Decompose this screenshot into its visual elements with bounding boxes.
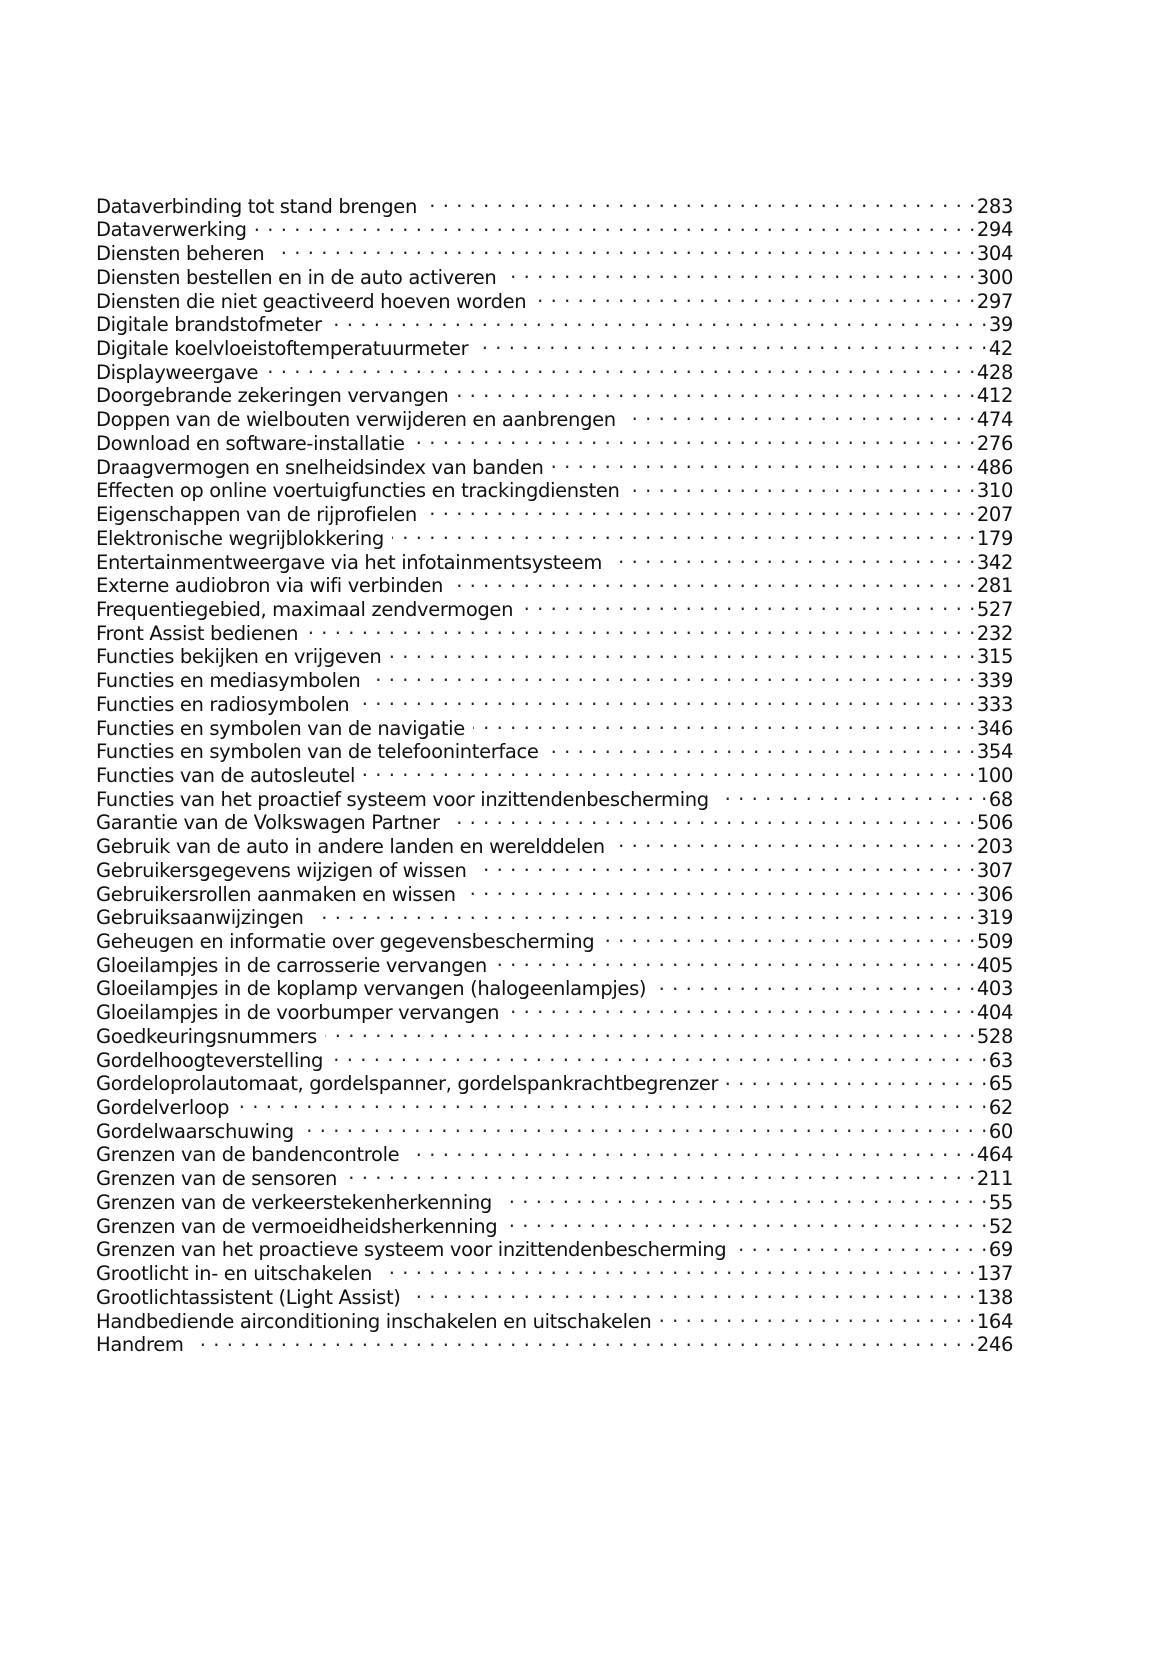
- entry-page-number: 39: [988, 313, 1013, 337]
- entry-page-number: 304: [976, 242, 1013, 266]
- entry-term: Diensten beheren: [96, 242, 265, 266]
- entry-term: Diensten die niet geactiveerd hoeven worden: [96, 289, 527, 313]
- entry-term: Gebruikersgegevens wijzigen of wissen: [96, 858, 467, 882]
- entry-term: Functies bekijken en vrijgeven: [96, 645, 382, 669]
- dot-leader: [475, 853, 976, 877]
- dot-leader: [392, 521, 976, 545]
- dot-leader: [495, 948, 976, 972]
- entry-term: Gordelverloop: [96, 1096, 230, 1120]
- entry-page-number: 276: [976, 431, 1013, 455]
- entry-page-number: 294: [976, 218, 1013, 242]
- dot-leader: [409, 1280, 976, 1304]
- dot-leader: [734, 1233, 988, 1257]
- entry-term: Functies en symbolen van de navigatie: [96, 716, 465, 740]
- entry-page-number: 354: [976, 740, 1013, 764]
- dot-leader: [331, 1043, 988, 1067]
- dot-leader: [389, 640, 975, 664]
- entry-term: Functies van het proactief systeem voor inzittendenbescherming: [96, 787, 709, 811]
- entry-term: Grootlichtassistent (Light Assist): [96, 1285, 401, 1309]
- entry-term: Handrem: [96, 1333, 184, 1357]
- dot-leader: [613, 829, 976, 853]
- dot-leader: [191, 1328, 975, 1352]
- entry-page-number: 464: [976, 1143, 1013, 1167]
- dot-leader: [255, 213, 976, 237]
- entry-page-number: 137: [976, 1262, 1013, 1286]
- dot-leader: [624, 402, 976, 426]
- entry-term: Front Assist bedienen: [96, 621, 299, 645]
- entry-page-number: 404: [976, 1001, 1013, 1025]
- entry-page-number: 428: [976, 360, 1013, 384]
- entry-term: Doppen van de wielbouten verwijderen en aanbrengen: [96, 408, 616, 432]
- dot-leader: [659, 1304, 975, 1328]
- entry-page-number: 310: [976, 479, 1013, 503]
- entry-page-number: 65: [988, 1072, 1013, 1096]
- dot-leader: [628, 474, 976, 498]
- entry-page-number: 319: [976, 906, 1013, 930]
- entry-term: Gebruiksaanwijzingen: [96, 906, 304, 930]
- entry-page-number: 62: [988, 1096, 1013, 1120]
- entry-page-number: 297: [976, 289, 1013, 313]
- entry-page-number: 283: [976, 194, 1013, 218]
- entry-page-number: 281: [976, 574, 1013, 598]
- entry-page-number: 207: [976, 503, 1013, 527]
- entry-term: Grootlicht in- en uitschakelen: [96, 1262, 373, 1286]
- entry-term: Digitale koelvloeistoftemperatuurmeter: [96, 337, 469, 361]
- dot-leader: [451, 569, 976, 593]
- dot-leader: [610, 545, 976, 569]
- entry-term: Gebruik van de auto in andere landen en werelddelen: [96, 835, 605, 859]
- dot-leader: [363, 758, 976, 782]
- entry-page-number: 509: [976, 930, 1013, 953]
- entry-term: Gordeloprolautomaat, gordelspanner, gordelspankrachtbegrenzer: [96, 1072, 719, 1096]
- entry-term: Entertainmentweergave via het infotainmentsysteem: [96, 550, 602, 574]
- dot-leader: [547, 735, 976, 759]
- entry-term: Geheugen en informatie over gegevensbescherming: [96, 930, 595, 953]
- dot-leader: [330, 308, 988, 332]
- entry-page-number: 474: [976, 408, 1013, 432]
- dot-leader: [726, 1067, 988, 1091]
- entry-page-number: 42: [988, 337, 1013, 361]
- entry-term: Gordelwaarschuwing: [96, 1119, 294, 1143]
- dot-leader: [654, 972, 976, 996]
- entry-term: Functies en symbolen van de telefooninterface: [96, 740, 539, 764]
- entry-term: Diensten bestellen en in de auto activeren: [96, 265, 497, 289]
- entry-page-number: 333: [976, 692, 1013, 716]
- entry-term: Functies en mediasymbolen: [96, 669, 361, 693]
- entry-term: Gloeilampjes in de carrosserie vervangen: [96, 953, 487, 977]
- dot-leader: [266, 355, 976, 379]
- dot-leader: [325, 1019, 976, 1043]
- entry-page-number: 527: [976, 597, 1013, 621]
- entry-page-number: 346: [976, 716, 1013, 740]
- dot-leader: [272, 236, 976, 260]
- entry-term: Doorgebrande zekeringen vervangen: [96, 384, 449, 408]
- entry-term: Externe audiobron via wifi verbinden: [96, 574, 444, 598]
- entry-term: Draagvermogen en snelheidsindex van banden: [96, 455, 544, 479]
- entry-term: Goedkeuringsnummers: [96, 1024, 317, 1048]
- dot-leader: [237, 1090, 988, 1114]
- entry-page-number: 339: [976, 669, 1013, 693]
- entry-page-number: 403: [976, 977, 1013, 1001]
- entry-page-number: 60: [988, 1119, 1013, 1143]
- entry-page-number: 69: [988, 1238, 1013, 1262]
- entry-term: Digitale brandstofmeter: [96, 313, 322, 337]
- entry-page-number: 300: [976, 265, 1013, 289]
- entry-term: Grenzen van de sensoren: [96, 1167, 337, 1191]
- entry-page-number: 232: [976, 621, 1013, 645]
- entry-term: Displayweergave: [96, 360, 259, 384]
- entry-term: Gloeilampjes in de koplamp vervangen (halogeenlampjes): [96, 977, 647, 1001]
- entry-page-number: 486: [976, 455, 1013, 479]
- entry-term: Dataverwerking: [96, 218, 247, 242]
- entry-term: Grenzen van de vermoeidheidsherkenning: [96, 1214, 498, 1238]
- entry-page-number: 528: [976, 1024, 1013, 1048]
- index-list: [96, 189, 1013, 1357]
- index-entry: [96, 189, 1013, 218]
- dot-leader: [413, 426, 976, 450]
- dot-leader: [505, 1209, 988, 1233]
- entry-term: Functies van de autosleutel: [96, 763, 356, 787]
- entry-page-number: 307: [976, 858, 1013, 882]
- dot-leader: [507, 995, 976, 1019]
- entry-term: Grenzen van het proactieve systeem voor inzittendenbescherming: [96, 1238, 727, 1262]
- entry-term: Download en software-installatie: [96, 431, 405, 455]
- entry-term: Grenzen van de verkeerstekenherkenning: [96, 1190, 492, 1214]
- dot-leader: [456, 379, 975, 403]
- entry-page-number: 179: [976, 526, 1013, 550]
- entry-term: Handbediende airconditioning inschakelen en uitschakelen: [96, 1309, 652, 1333]
- dot-leader: [380, 1256, 976, 1280]
- entry-page-number: 203: [976, 835, 1013, 859]
- entry-term: Elektronische wegrijblokkering: [96, 526, 384, 550]
- dot-leader: [500, 1185, 988, 1209]
- entry-term: Effecten op online voertuigfuncties en trackingdiensten: [96, 479, 620, 503]
- entry-page-number: 306: [976, 882, 1013, 906]
- entry-term: Eigenschappen van de rijprofielen: [96, 503, 417, 527]
- dot-leader: [357, 687, 976, 711]
- dot-leader: [521, 592, 976, 616]
- index-entry: [96, 1328, 1013, 1357]
- entry-page-number: 68: [988, 787, 1013, 811]
- dot-leader: [425, 497, 976, 521]
- entry-term: Dataverbinding tot stand brengen: [96, 194, 417, 218]
- entry-page-number: 342: [976, 550, 1013, 574]
- dot-leader: [602, 924, 976, 948]
- entry-page-number: 52: [988, 1214, 1013, 1238]
- entry-term: Gordelhoogteverstelling: [96, 1048, 324, 1072]
- entry-term: Garantie van de Volkswagen Partner: [96, 811, 440, 835]
- dot-leader: [345, 1161, 976, 1185]
- entry-page-number: 63: [988, 1048, 1013, 1072]
- entry-page-number: 138: [976, 1285, 1013, 1309]
- dot-leader: [534, 284, 976, 308]
- dot-leader: [717, 782, 988, 806]
- entry-page-number: 164: [976, 1309, 1013, 1333]
- entry-page-number: 315: [976, 645, 1013, 669]
- dot-leader: [476, 331, 988, 355]
- dot-leader: [473, 711, 976, 735]
- entry-page-number: 405: [976, 953, 1013, 977]
- entry-page-number: 211: [976, 1167, 1013, 1191]
- dot-leader: [302, 1114, 988, 1138]
- dot-leader: [504, 260, 975, 284]
- entry-term: Gebruikersrollen aanmaken en wissen: [96, 882, 456, 906]
- dot-leader: [552, 450, 976, 474]
- entry-page-number: 55: [988, 1190, 1013, 1214]
- entry-term: Gloeilampjes in de voorbumper vervangen: [96, 1001, 500, 1025]
- entry-page-number: 100: [976, 763, 1013, 787]
- entry-term: Frequentiegebied, maximaal zendvermogen: [96, 597, 514, 621]
- entry-page-number: 412: [976, 384, 1013, 408]
- dot-leader: [407, 1138, 976, 1162]
- entry-page-number: 246: [976, 1333, 1013, 1357]
- dot-leader: [425, 189, 976, 213]
- dot-leader: [306, 616, 976, 640]
- entry-term: Functies en radiosymbolen: [96, 692, 350, 716]
- entry-page-number: 506: [976, 811, 1013, 835]
- dot-leader: [368, 663, 976, 687]
- dot-leader: [464, 877, 976, 901]
- dot-leader: [448, 806, 976, 830]
- entry-term: Grenzen van de bandencontrole: [96, 1143, 400, 1167]
- dot-leader: [312, 901, 976, 925]
